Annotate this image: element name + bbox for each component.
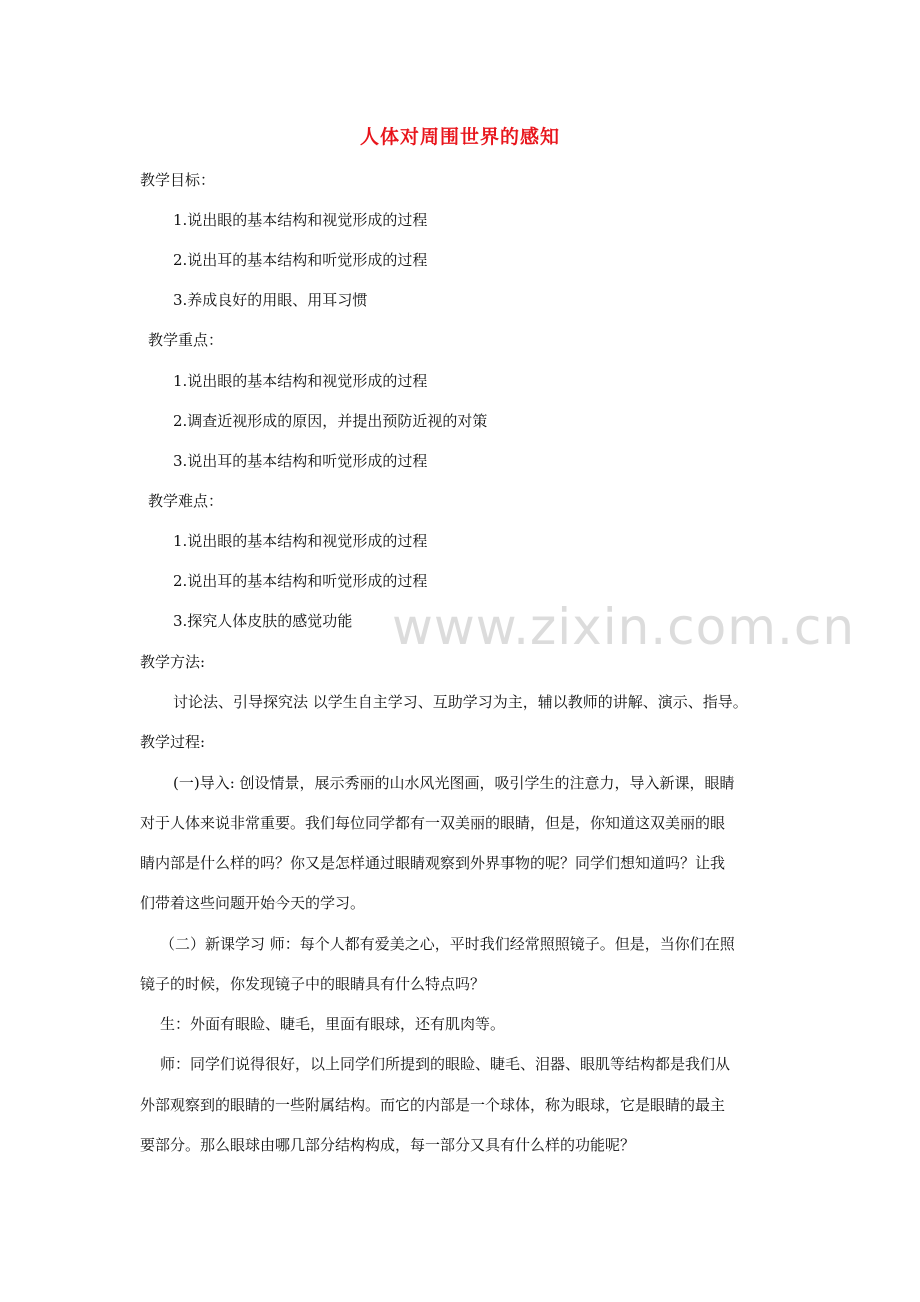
key-point-item: 3.说出耳的基本结构和听觉形成的过程 [173,452,428,470]
key-point-item: 1.说出眼的基本结构和视觉形成的过程 [173,372,428,390]
intro-paragraph-line: 们带着这些问题开始今天的学习。 [140,894,366,912]
difficulty-item: 2.说出耳的基本结构和听觉形成的过程 [173,572,428,590]
key-points-heading: 教学重点： [148,331,224,349]
process-heading: 教学过程: [140,733,206,751]
objective-item: 2.说出耳的基本结构和听觉形成的过程 [173,251,428,269]
new-lesson-line: （二）新课学习 师：每个人都有爱美之心，平时我们经常照照镜子。但是，当你们在照 [160,935,735,953]
difficulties-heading: 教学难点： [148,492,224,510]
objective-item: 3.养成良好的用眼、用耳习惯 [173,291,368,309]
watermark-text: www.zixin.com.cn [392,598,856,656]
methods-heading: 教学方法: [140,653,206,671]
intro-paragraph-line: 睛内部是什么样的吗？你又是怎样通过眼睛观察到外界事物的呢？同学们想知道吗？让我 [140,854,726,872]
student-reply: 生：外面有眼睑、睫毛，里面有眼球，还有肌肉等。 [160,1015,506,1033]
intro-paragraph-line: (一)导入: 创设情景，展示秀丽的山水风光图画，吸引学生的注意力，导入新课，眼睛 [173,774,735,792]
objectives-heading: 教学目标： [140,171,216,189]
methods-text: 讨论法、引导探究法 以学生自主学习、互助学习为主，辅以教师的讲解、演示、指导。 [173,693,748,711]
intro-paragraph-line: 对于人体来说非常重要。我们每位同学都有一双美丽的眼睛，但是，你知道这双美丽的眼 [140,814,726,832]
teacher-paragraph-line: 师：同学们说得很好，以上同学们所提到的眼睑、睫毛、泪器、眼肌等结构都是我们从 [160,1055,731,1073]
document-title: 人体对周围世界的感知 [359,126,560,148]
difficulty-item: 1.说出眼的基本结构和视觉形成的过程 [173,532,428,550]
teacher-paragraph-line: 要部分。那么眼球由哪几部分结构构成，每一部分又具有什么样的功能呢？ [140,1136,636,1154]
key-point-item: 2.调查近视形成的原因，并提出预防近视的对策 [173,412,488,430]
teacher-paragraph-line: 外部观察到的眼睛的一些附属结构。而它的内部是一个球体，称为眼球，它是眼睛的最主 [140,1096,726,1114]
difficulty-item: 3.探究人体皮肤的感觉功能 [173,612,353,630]
objective-item: 1.说出眼的基本结构和视觉形成的过程 [173,211,428,229]
new-lesson-line: 镜子的时候，你发现镜子中的眼睛具有什么特点吗？ [140,975,486,993]
